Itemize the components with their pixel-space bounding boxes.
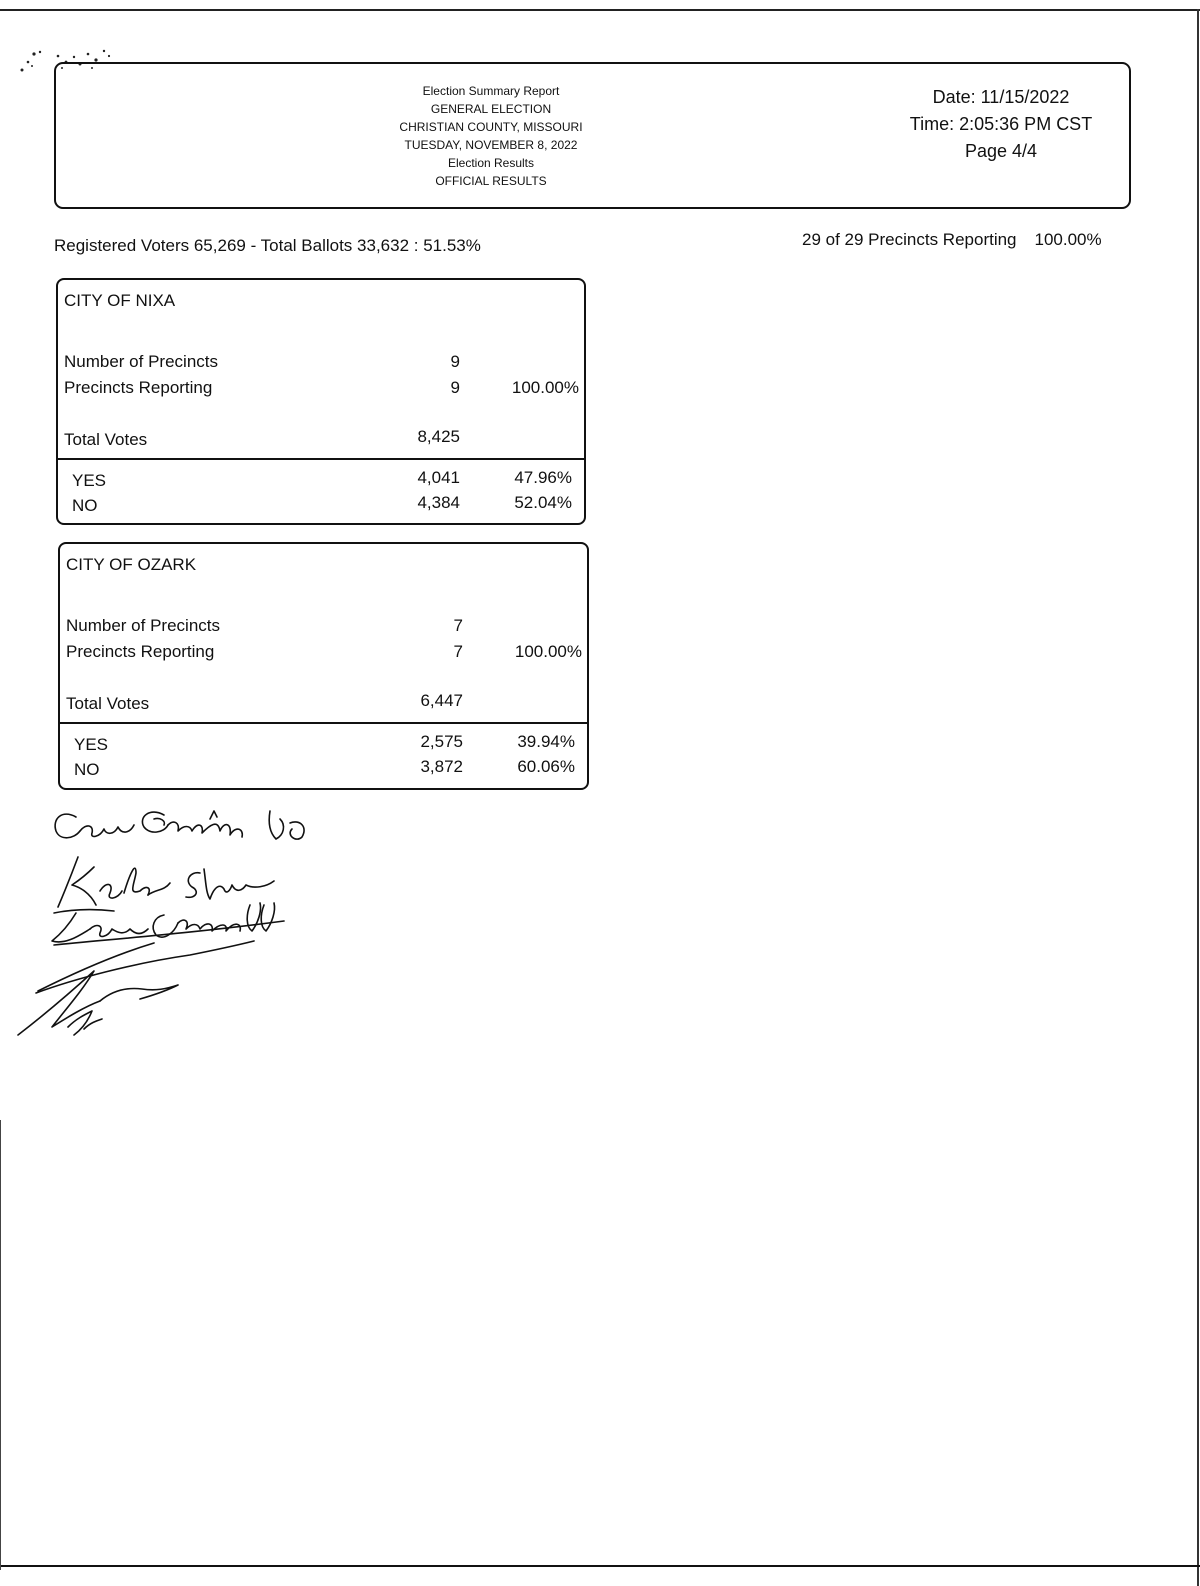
contest-title: CITY OF NIXA bbox=[64, 291, 176, 310]
choice-votes: 4,384 bbox=[417, 493, 460, 512]
scan-border-right bbox=[1197, 9, 1199, 1586]
divider bbox=[60, 722, 587, 724]
choice-votes: 4,041 bbox=[417, 468, 460, 487]
report-title-block bbox=[376, 82, 606, 190]
handwritten-signatures-icon bbox=[14, 795, 324, 1045]
choice-label: YES bbox=[74, 735, 109, 754]
report-time: Time: 2:05:36 PM CST bbox=[909, 114, 1093, 134]
row-percent: 100.00% bbox=[514, 642, 582, 661]
choice-votes: 3,872 bbox=[420, 757, 463, 776]
precincts-reporting-summary bbox=[802, 230, 1102, 250]
report-header-box bbox=[54, 62, 1131, 209]
choice-percent: 39.94% bbox=[517, 732, 575, 751]
row-label: Precincts Reporting bbox=[64, 378, 213, 397]
contest-city-of-ozark bbox=[58, 542, 589, 790]
divider bbox=[58, 458, 584, 460]
choice-label: NO bbox=[74, 760, 100, 779]
county-name: CHRISTIAN COUNTY, MISSOURI bbox=[399, 120, 583, 134]
election-date: TUESDAY, NOVEMBER 8, 2022 bbox=[404, 138, 578, 152]
choice-row-no bbox=[58, 493, 584, 515]
choice-row-yes bbox=[58, 468, 584, 490]
report-type: Election Results bbox=[447, 156, 535, 170]
row-value: 6,447 bbox=[420, 691, 463, 710]
row-label: Number of Precincts bbox=[66, 616, 220, 635]
page-number: Page 4/4 bbox=[964, 141, 1038, 161]
choice-percent: 47.96% bbox=[514, 468, 572, 487]
report-date: Date: 11/15/2022 bbox=[932, 87, 1070, 107]
precincts-reporting-text: 29 of 29 Precincts Reporting bbox=[802, 230, 1017, 249]
scan-border-top bbox=[0, 9, 1200, 11]
row-label: Precincts Reporting bbox=[66, 642, 215, 661]
choice-percent: 60.06% bbox=[517, 757, 575, 776]
registered-voters-summary: Registered Voters 65,269 - Total Ballots 33,632 : 51.53% bbox=[54, 236, 481, 255]
report-meta-block bbox=[881, 84, 1121, 165]
precincts-reporting-row bbox=[58, 378, 584, 400]
scan-border-left bbox=[0, 1120, 1, 1570]
precincts-reporting-percent: 100.00% bbox=[1034, 230, 1102, 249]
row-percent: 100.00% bbox=[511, 378, 579, 397]
row-label: Number of Precincts bbox=[64, 352, 218, 371]
choice-label: NO bbox=[72, 496, 98, 515]
total-votes-row bbox=[58, 427, 584, 452]
election-name: GENERAL ELECTION bbox=[430, 102, 552, 116]
contest-city-of-nixa bbox=[56, 278, 586, 525]
choice-row-yes bbox=[60, 732, 587, 754]
report-title: Election Summary Report bbox=[422, 84, 560, 98]
row-label: Total Votes bbox=[66, 694, 150, 713]
scan-border-bottom bbox=[0, 1565, 1200, 1567]
row-value: 7 bbox=[453, 616, 463, 635]
choice-row-no bbox=[60, 757, 587, 779]
number-of-precincts-row bbox=[58, 352, 584, 374]
row-label: Total Votes bbox=[64, 430, 148, 449]
row-value: 9 bbox=[450, 352, 460, 371]
choice-percent: 52.04% bbox=[514, 493, 572, 512]
row-value: 7 bbox=[453, 642, 463, 661]
choice-votes: 2,575 bbox=[420, 732, 463, 751]
row-value: 8,425 bbox=[417, 427, 460, 446]
contest-title: CITY OF OZARK bbox=[66, 555, 197, 574]
number-of-precincts-row bbox=[60, 616, 587, 638]
total-votes-row bbox=[60, 691, 587, 716]
report-status: OFFICIAL RESULTS bbox=[435, 174, 547, 188]
row-value: 9 bbox=[450, 378, 460, 397]
precincts-reporting-row bbox=[60, 642, 587, 664]
choice-label: YES bbox=[72, 471, 107, 490]
